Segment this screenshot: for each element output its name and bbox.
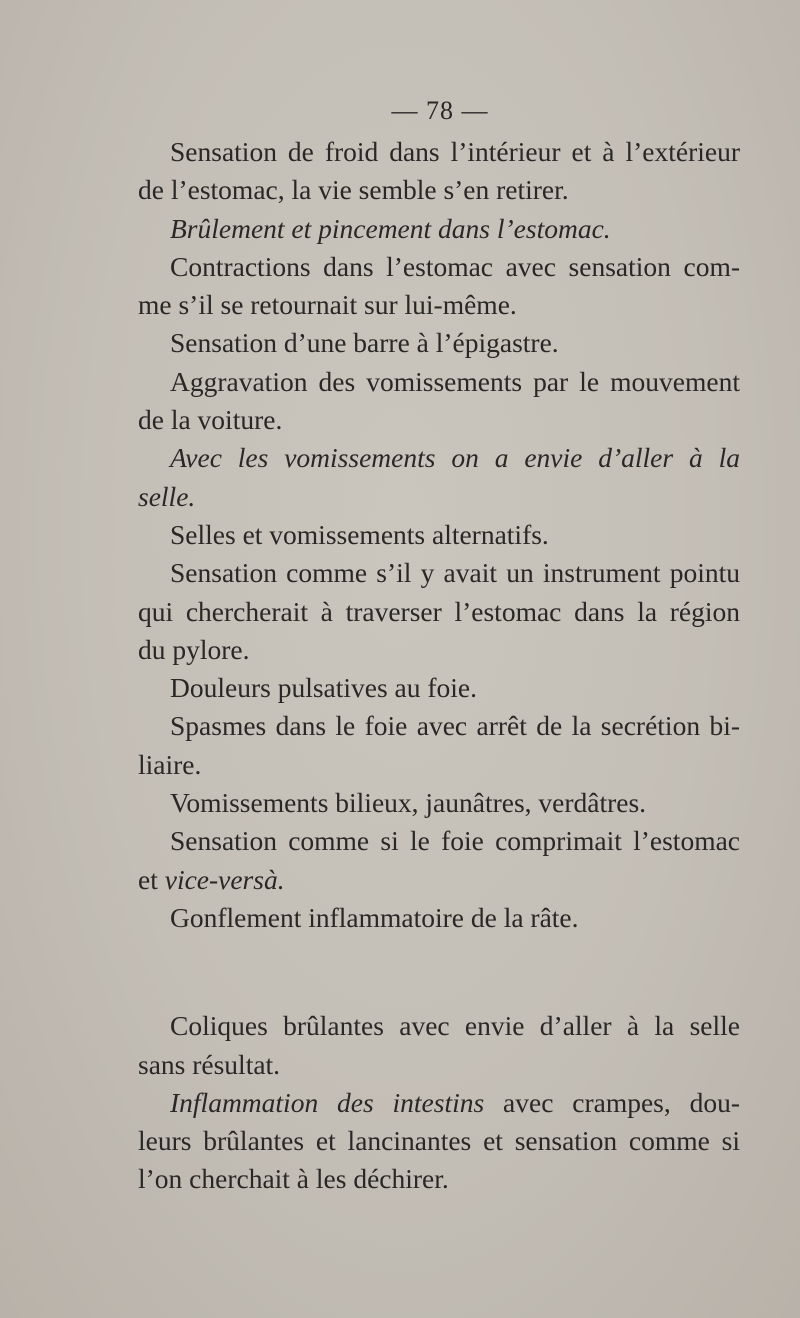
text-line: de la voiture. — [138, 404, 283, 436]
text-span: et — [138, 863, 165, 895]
text-line: selle. — [138, 480, 196, 512]
page-number: — 78 — — [391, 96, 489, 125]
text-line — [138, 1084, 740, 1122]
section-heading — [138, 957, 740, 995]
text-line: Sensation comme s’il y avait un instrument pointu — [170, 557, 740, 589]
text-line: Sensation comme si le foie comprimait l’estomac — [170, 825, 740, 857]
text-span-italic: vice-versà. — [164, 863, 285, 895]
text-line: Vomissements bilieux, jaunâtres, verdâtres. — [170, 787, 647, 819]
text-line: Douleurs pulsatives au foie. — [170, 672, 478, 704]
text-line: Gonflement inflammatoire de la râte. — [170, 901, 579, 933]
text-line: du pylore. — [138, 633, 250, 665]
text-line: Avec les vomissements on a envie d’aller à la — [170, 442, 740, 474]
text-line: l’on cherchait à les déchirer. — [138, 1163, 449, 1195]
text-line: Coliques brûlantes avec envie d’aller à la selle — [170, 1010, 740, 1042]
page-body — [138, 133, 740, 1199]
text-line: de l’estomac, la vie semble s’en retirer. — [138, 174, 569, 206]
text-line: Spasmes dans le foie avec arrêt de la secrétion bi- — [170, 710, 740, 742]
text-line: qui chercherait à traverser l’estomac dans la région — [138, 595, 740, 627]
text-line: Brûlement et pincement dans l’estomac. — [170, 212, 611, 244]
text-line: Contractions dans l’estomac avec sensation com- — [170, 250, 740, 282]
text-line — [138, 861, 740, 899]
text-line: Sensation d’une barre à l’épigastre. — [170, 327, 559, 359]
text-line: Selles et vomissements alternatifs. — [170, 518, 549, 550]
text-line: sans résultat. — [138, 1048, 281, 1080]
text-span-italic: Inflammation des intestins — [170, 1086, 485, 1118]
text-line: me s’il se retournait sur lui-même. — [138, 289, 517, 321]
text-line: liaire. — [138, 748, 202, 780]
text-line: Aggravation des vomissements par le mouvement — [170, 365, 740, 397]
text-line: Sensation de froid dans l’intérieur et à l’extérieur — [170, 136, 740, 167]
text-span: avec crampes, dou- — [484, 1086, 740, 1118]
text-line: leurs brûlantes et lancinantes et sensation comme si — [138, 1125, 740, 1157]
